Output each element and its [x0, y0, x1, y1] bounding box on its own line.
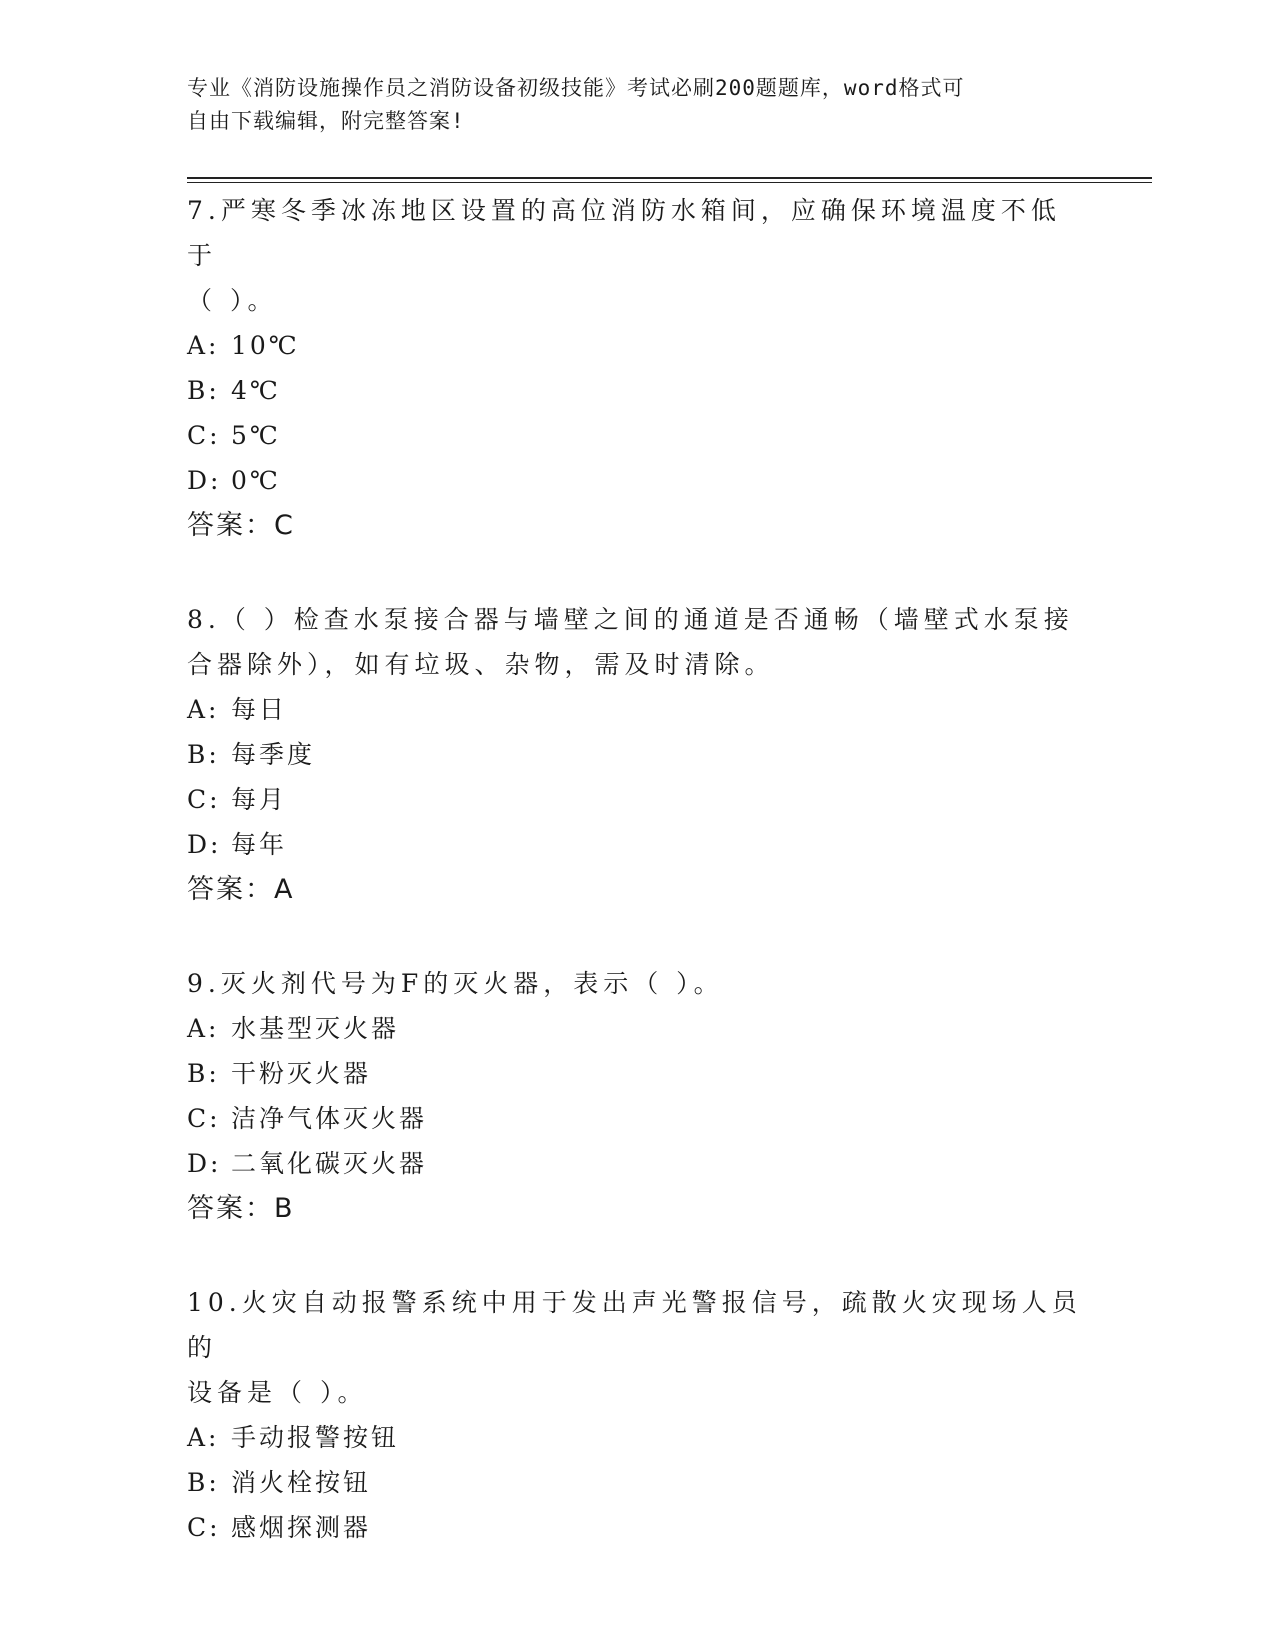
- header-line-2: 自由下载编辑，附完整答案!: [187, 109, 465, 133]
- option-text: 每年: [231, 830, 288, 859]
- document-header: [187, 72, 1067, 138]
- option-b: [187, 1460, 1087, 1505]
- option-text: 二氧化碳灭火器: [231, 1149, 428, 1178]
- question-9: [187, 961, 1087, 1232]
- header-divider-thin: [187, 182, 1152, 183]
- question-stem-line-1: 7.严寒冬季冰冻地区设置的高位消防水箱间，应确保环境温度不低于: [187, 196, 1061, 270]
- question-stem-line-2: 设备是（ ）。: [187, 1378, 368, 1407]
- option-text: 手动报警按钮: [231, 1423, 400, 1452]
- answer-text: 答案：A: [187, 874, 295, 905]
- question-stem-line-1: 10.火灾自动报警系统中用于发出声光警报信号，疏散火灾现场人员的: [187, 1288, 1082, 1362]
- header-line-1: 专业《消防设施操作员之消防设备初级技能》考试必刷200题题库，word格式可: [187, 76, 965, 100]
- question-stem: [187, 1280, 1087, 1415]
- option-key: D:: [187, 830, 222, 859]
- option-d: [187, 1141, 1087, 1186]
- option-key: A:: [187, 1423, 220, 1452]
- option-b: [187, 1051, 1087, 1096]
- question-10: [187, 1280, 1087, 1550]
- option-b: [187, 732, 1087, 777]
- option-text: 干粉灭火器: [231, 1059, 372, 1088]
- question-stem-line-2: 合器除外），如有垃圾、杂物，需及时清除。: [187, 650, 775, 679]
- option-text: 0℃: [231, 466, 281, 495]
- option-key: A:: [187, 331, 220, 360]
- option-c: [187, 413, 1087, 458]
- option-key: B:: [187, 376, 220, 405]
- question-list: [187, 188, 1087, 1550]
- option-text: 10℃: [231, 331, 300, 360]
- option-text: 水基型灭火器: [231, 1014, 400, 1043]
- header-divider: [187, 177, 1152, 179]
- question-stem: [187, 188, 1087, 323]
- option-a: [187, 1006, 1087, 1051]
- question-stem-line-1: 8.（ ）检查水泵接合器与墙壁之间的通道是否通畅（墙壁式水泵接: [187, 605, 1074, 634]
- option-d: [187, 822, 1087, 867]
- question-stem-line-1: 9.灭火剂代号为F的灭火器，表示（ ）。: [187, 969, 724, 998]
- option-key: C:: [187, 1104, 221, 1133]
- option-key: C:: [187, 421, 221, 450]
- question-spacer: [187, 913, 1087, 961]
- option-key: D:: [187, 466, 222, 495]
- option-text: 消火栓按钮: [231, 1468, 372, 1497]
- option-key: B:: [187, 740, 220, 769]
- question-stem: [187, 597, 1087, 687]
- option-key: B:: [187, 1468, 220, 1497]
- option-text: 每月: [231, 785, 288, 814]
- option-key: C:: [187, 785, 221, 814]
- option-key: A:: [187, 695, 220, 724]
- option-a: [187, 1415, 1087, 1460]
- option-key: D:: [187, 1149, 222, 1178]
- option-text: 4℃: [231, 376, 281, 405]
- option-text: 洁净气体灭火器: [231, 1104, 428, 1133]
- option-c: [187, 777, 1087, 822]
- question-7: [187, 188, 1087, 549]
- option-c: [187, 1505, 1087, 1550]
- option-text: 感烟探测器: [231, 1513, 372, 1542]
- option-a: [187, 323, 1087, 368]
- answer-text: 答案：B: [187, 1193, 295, 1224]
- option-d: [187, 458, 1087, 503]
- option-key: B:: [187, 1059, 220, 1088]
- question-stem: [187, 961, 1087, 1006]
- option-b: [187, 368, 1087, 413]
- question-spacer: [187, 1232, 1087, 1280]
- option-c: [187, 1096, 1087, 1141]
- answer-text: 答案：C: [187, 510, 295, 541]
- option-text: 每日: [231, 695, 288, 724]
- option-key: A:: [187, 1014, 220, 1043]
- option-key: C:: [187, 1513, 221, 1542]
- question-spacer: [187, 549, 1087, 597]
- question-stem-line-2: （ ）。: [187, 286, 278, 315]
- question-8: [187, 597, 1087, 913]
- option-a: [187, 687, 1087, 732]
- option-text: 每季度: [231, 740, 316, 769]
- option-text: 5℃: [231, 421, 281, 450]
